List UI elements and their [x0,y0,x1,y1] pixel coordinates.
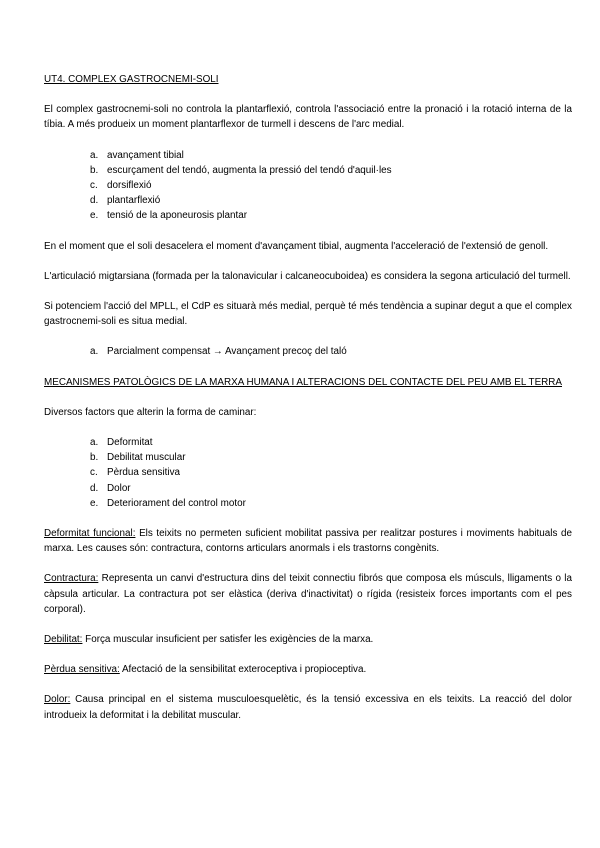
definition-debilitat: Debilitat: Força muscular insuficient per satisfer les exigències de la marxa. [44,634,374,646]
definition-term: Deformitat funcional: [44,528,136,540]
paragraph-factors: Diversos factors que alterin la forma de caminar: [44,406,257,418]
list-item: c. Pèrdua sensitiva [90,467,181,479]
list-item: d. Dolor [90,482,131,494]
list-item: e. tensió de la aponeurosis plantar [90,210,247,222]
definition-term: Contractura: [44,573,99,585]
list-item: c. dorsiflexió [90,180,152,192]
list-item: b. escurçament del tendó, augmenta la pressió del tendó d'aquil·les [90,164,392,176]
list-item: d. plantarflexió [90,195,161,207]
definition-deformitat: Deformitat funcional: Els teixits no permeten suficient mobilitat passiva per realitzar postures i moviments habituals de marxa. Les causes són: contractura, contorns articulars anormals i els trastorns congènits. [44,528,572,555]
definition-dolor: Dolor: Causa principal en el sistema musculoesquelètic, és la tensió excessiva en els teixits. La reacció del dolor introdueix la deformitat i la debilitat muscular. [44,694,572,721]
list-compensation [44,344,572,359]
paragraph-mpll: Si potenciem l'acció del MPLL, el CdP es situarà més medial, perquè té més tendència a supinar degut a que el complex gastrocnemi-soli es situa medial. [44,301,572,328]
document-page [44,72,572,723]
list-item: a. Parcialment compensat → Avançament precoç del taló [90,346,347,358]
definition-term: Dolor: [44,694,71,706]
section-title-mecanismes: MECANISMES PATOLÒGICS DE LA MARXA HUMANA I ALTERACIONS DEL CONTACTE DEL PEU AMB EL TERRA [44,376,563,388]
list-factors [44,435,572,511]
list-effects [44,148,572,224]
section-title: UT4. COMPLEX GASTROCNEMI-SOLI [44,74,219,85]
list-item: b. Debilitat muscular [90,452,186,464]
definition-perdua: Pèrdua sensitiva: Afectació de la sensibilitat exteroceptiva i propioceptiva. [44,664,367,676]
definition-contractura: Contractura: Representa un canvi d'estructura dins del teixit connectiu fibrós que composa els músculs, lligaments o la càpsula articular. La contractura pot ser elàstica (deriva d'inactivitat) o rígida (resisteix forces importants com el pes corporal). [44,573,572,615]
list-item: a. Deformitat [90,437,153,449]
list-item: e. Deteriorament del control motor [90,497,246,509]
intro-paragraph: El complex gastrocnemi-soli no controla la plantarflexió, controla l'associació entre la pronació i la rotació interna de la tíbia. A més produeix un moment plantarflexor de turmell i descens de l'arc medial. [44,104,572,131]
definition-term: Debilitat: [44,634,83,646]
list-item: a. avançament tibial [90,149,184,161]
paragraph-migtarsiana: L'articulació migtarsiana (formada per la talonavicular i calcaneocuboidea) es considera la segona articulació del turmell. [44,270,571,282]
definition-term: Pèrdua sensitiva: [44,664,120,676]
paragraph-soli: En el moment que el soli desacelera el moment d'avançament tibial, augmenta l'acceleració de l'extensió de genoll. [44,240,549,252]
